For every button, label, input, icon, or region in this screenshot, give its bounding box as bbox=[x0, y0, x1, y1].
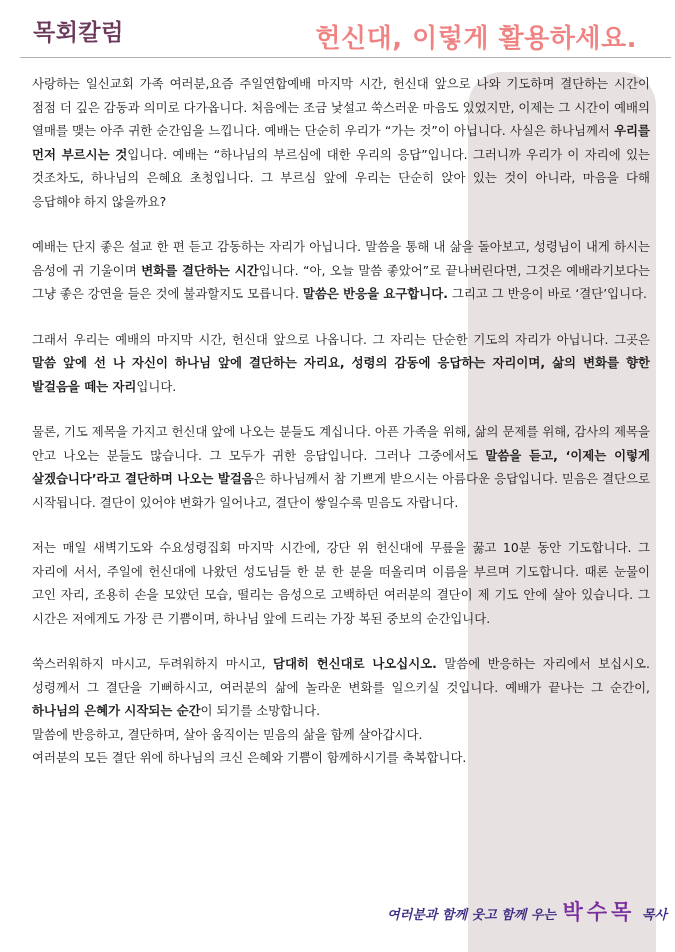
emphasis-text: 우리를 먼저 부르시는 것 bbox=[32, 123, 650, 162]
paragraph-6-line-2: 말씀에 반응하고, 결단하며, 살아 움직이는 믿음의 삶을 함께 살아갑시다. bbox=[32, 726, 423, 742]
paragraph-6 bbox=[32, 652, 650, 723]
paragraph-2 bbox=[32, 235, 650, 306]
body-text: 입니다. 예배는 “하나님의 부르심에 대한 우리의 응답”입니다. 그러니까 우리가 이 자리에 있는 것조차도, 하나님의 은혜요 초청입니다. 그 부르심 앞에 우리는 단순히 앉아 있는 것이 아니라, 마음을 다해 응답해야 하지 않을까요? bbox=[32, 146, 651, 209]
paragraph-3 bbox=[32, 328, 650, 399]
emphasis-text: 담대히 헌신대로 나오십시오. bbox=[272, 656, 437, 671]
body-text: 저는 매일 새벽기도와 수요성령집회 마지막 시간에, 강단 위 헌신대에 무릎을 꿇고 10분 동안 기도합니다. 그 자리에 서서, 주일에 헌신대에 나왔던 성도님들 한 분 한 분을 떠올리며 이름을 부르며 기도합니다. 때론 눈물이 고인 자리, 조용히 손을 모았던 모습, 떨리는 음성으로 고백하던 여러분의 결단이 제 기도 안에 살아 있습니다. 그 시간은 저에게도 가장 큰 기쁨이며, 하나님 앞에 드리는 가장 복된 중보의 순간입니다. bbox=[32, 540, 651, 626]
paragraph-1 bbox=[32, 72, 650, 213]
paragraph-6-line-3: 여러분의 모든 결단 위에 하나님의 크신 은혜와 기쁨이 함께하시기를 축복합니다. bbox=[32, 750, 467, 765]
paragraph-5 bbox=[32, 536, 650, 630]
body-text: 쑥스러워하지 마시고, 두려워하지 마시고, bbox=[32, 656, 273, 671]
body-text: 은 하나님께서 참 기쁘게 받으시는 아름다운 응답입니다. 믿음은 결단으로 시작됩니다. 결단이 있어야 변화가 일어나고, 결단이 쌓일수록 믿음도 자랍니다. bbox=[32, 471, 650, 510]
page-title: 헌신대, 이렇게 활용하세요. bbox=[315, 24, 637, 54]
emphasis-text: 말씀을 듣고, ‘이제는 이렇게 살겠습니다’라고 결단하며 나오는 발걸음 bbox=[32, 447, 650, 486]
column-category-label: 목회칼럼 bbox=[33, 20, 124, 46]
author-signature bbox=[387, 896, 667, 926]
article-body bbox=[32, 72, 650, 770]
body-text: 그리고 그 반응이 바로 ‘결단’입니다. bbox=[447, 286, 647, 301]
body-text: 요즘 주일연합예배 마지막 시간, 헌신대 앞으로 나와 기도하며 결단하는 시간이 점점 더 깊은 감동과 의미로 다가옵니다. 처음에는 조금 낯설고 쑥스러운 마음도 있었지만, 이제는 그 시간이 예배의 열매를 맺는 아주 귀한 순간임을 느낍니다. 예배는 단순히 우리가 “가는 것”이 아닙니다. 사실은 하나님께서 bbox=[32, 76, 651, 138]
paragraph-4 bbox=[32, 420, 650, 514]
body-text: 이 되기를 소망합니다. bbox=[200, 703, 321, 718]
emphasis-text: 변화를 결단하는 시간 bbox=[141, 262, 259, 278]
body-text: 말씀에 반응하는 자리에서 보십시오. 성령께서 그 결단을 기뻐하시고, 여러분의 삶에 놀라운 변화를 일으키실 것입니다. 예배가 끝나는 그 순간이, bbox=[32, 656, 650, 695]
body-text: 물론, 기도 제목을 가지고 헌신대 앞에 나오는 분들도 계십니다. 아픈 가족을 위해, 삶의 문제를 위해, 감사의 제목을 안고 나오는 분들도 많습니다. 그 모두가 귀한 응답입니다. 그러나 그중에서도 bbox=[32, 424, 650, 463]
author-title: 목사 bbox=[641, 908, 667, 923]
emphasis-text: 말씀은 반응을 요구합니다. bbox=[302, 286, 448, 301]
author-name: 박수목 bbox=[562, 900, 636, 924]
page-header bbox=[0, 0, 675, 60]
body-text: 입니다. bbox=[136, 378, 177, 394]
body-text: 예배는 단지 좋은 설교 한 편 듣고 감동하는 자리가 아닙니다. 말씀을 통해 내 삶을 돌아보고, 성령님이 내게 하시는 음성에 귀 기울이며 bbox=[32, 239, 650, 278]
emphasis-text: 하나님의 은혜가 시작되는 순간 bbox=[32, 703, 201, 718]
body-text: 사랑하는 일신교회 가족 여러분, bbox=[32, 76, 210, 91]
body-text: 입니다. “아, 오늘 말씀 좋았어”로 끝나버린다면, 그것은 예배라기보다는 그냥 좋은 강연을 들은 것에 불과할지도 모릅니다. bbox=[32, 262, 650, 301]
body-text: 그래서 우리는 예배의 마지막 시간, 헌신대 앞으로 나옵니다. 그 자리는 단순한 기도의 자리가 아닙니다. 그곳은 bbox=[32, 331, 650, 347]
emphasis-text: 말씀 앞에 선 나 자신이 하나님 앞에 결단하는 자리요, 성령의 감동에 응답하는 자리이며, 삶의 변화를 향한 발걸음을 떼는 자리 bbox=[32, 355, 650, 394]
signature-phrase: 여러분과 함께 웃고 함께 우는 bbox=[387, 908, 556, 923]
